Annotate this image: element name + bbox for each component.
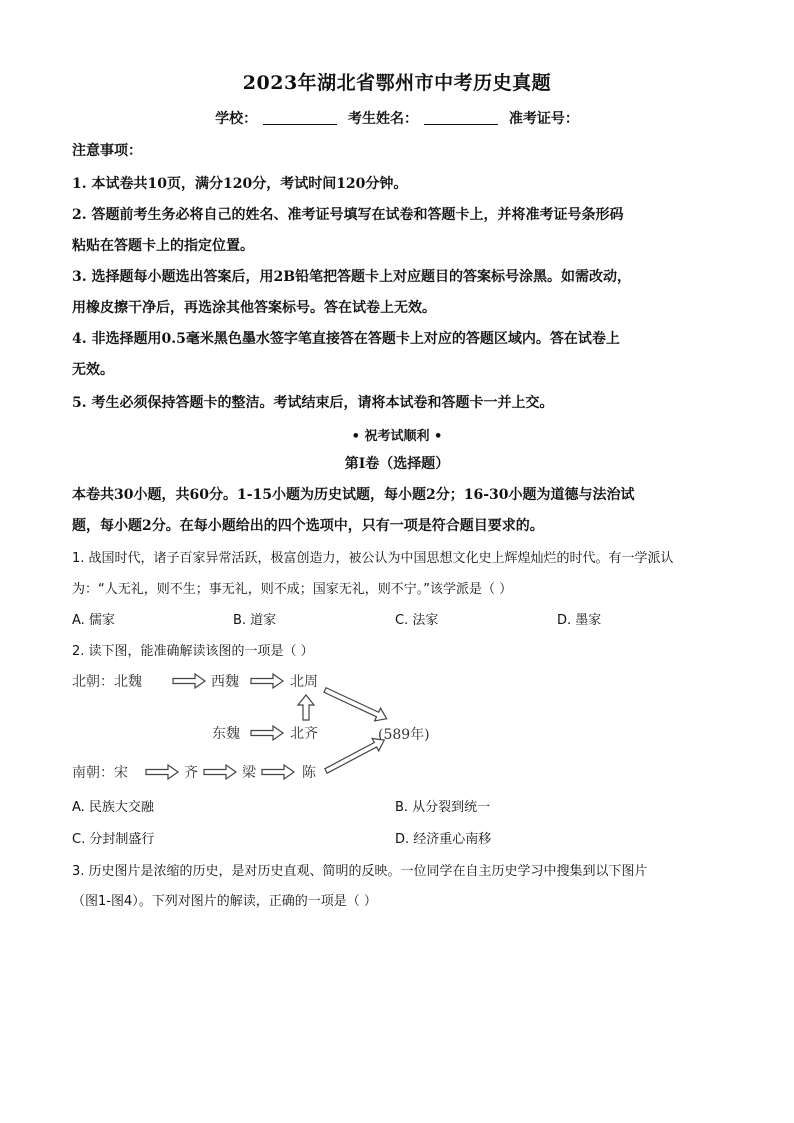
arrow-up-icon bbox=[298, 695, 314, 720]
xiwei-label: 西魏 bbox=[211, 674, 239, 690]
arrow-right-icon bbox=[173, 674, 205, 688]
q2-option-a: A. 民族大交融 bbox=[72, 800, 154, 815]
notice-item: 2. 答题前考生务必将自己的姓名、准考证号填写在试卷和答题卡上，并将准考证号条形码 bbox=[72, 207, 624, 223]
qi-label: 齐 bbox=[184, 765, 198, 781]
notice-item: 粘贴在答题卡上的指定位置。 bbox=[72, 238, 254, 254]
school-blank bbox=[263, 110, 337, 125]
dongwei-label: 东魏 bbox=[212, 726, 240, 742]
notice-heading: 注意事项： bbox=[72, 143, 142, 159]
q3-stem-line: 3. 历史图片是浓缩的历史，是对历史直观、简明的反映。一位同学在自主历史学习中搜集到以下图片 bbox=[72, 864, 648, 879]
q2-option-c: C. 分封制盛行 bbox=[72, 832, 155, 847]
arrow-diagonal-up-icon bbox=[323, 734, 388, 777]
notice-item: 1. 本试卷共10页，满分120分，考试时间120分钟。 bbox=[72, 176, 408, 192]
section-intro-line: 题，每小题2分。在每小题给出的四个选项中，只有一项是符合题目要求的。 bbox=[72, 518, 544, 534]
arrow-right-icon bbox=[204, 765, 236, 779]
notice-item: 5. 考生必须保持答题卡的整洁。考试结束后，请将本试卷和答题卡一并上交。 bbox=[72, 395, 554, 411]
page-title: 2023年湖北省鄂州市中考历史真题 bbox=[242, 72, 552, 94]
beiqi-label: 北齐 bbox=[290, 726, 318, 742]
arrow-right-icon bbox=[251, 726, 283, 740]
notice-item: 用橡皮擦干净后，再选涂其他答案标号。答在试卷上无效。 bbox=[72, 300, 436, 316]
notice-item: 3. 选择题每小题选出答案后，用2B铅笔把答题卡上对应题目的答案标号涂黑。如需改动， bbox=[72, 269, 632, 285]
chen-label: 陈 bbox=[302, 765, 316, 781]
good-luck-text: • 祝考试顺利 • bbox=[351, 429, 443, 444]
school-label: 学校： bbox=[215, 111, 258, 127]
section-heading: 第Ⅰ卷（选择题） bbox=[344, 456, 450, 472]
name-label: 考生姓名： bbox=[348, 111, 418, 127]
id-label: 准考证号： bbox=[508, 111, 579, 127]
q1-stem-line: 为：“人无礼，则不生；事无礼，则不成；国家无礼，则不宁。”该学派是（ ） bbox=[72, 582, 513, 597]
section-intro-line: 本卷共30小题，共60分。1-15小题为历史试题，每小题2分；16-30小题为道德与法治试 bbox=[72, 487, 635, 503]
dynasty-diagram bbox=[70, 668, 450, 786]
q1-option-b: B. 道家 bbox=[233, 613, 277, 628]
arrow-diagonal-down-icon bbox=[322, 684, 390, 725]
north-dynasty-label: 北朝：北魏 bbox=[72, 674, 142, 690]
arrow-right-icon bbox=[262, 765, 294, 779]
arrow-right-icon bbox=[251, 674, 283, 688]
beizhou-label: 北周 bbox=[290, 674, 318, 690]
q1-option-c: C. 法家 bbox=[395, 613, 439, 628]
liang-label: 梁 bbox=[242, 765, 256, 781]
name-blank bbox=[424, 110, 498, 125]
q1-option-d: D. 墨家 bbox=[557, 613, 602, 628]
q3-stem-line: （图1-图4）。下列对图片的解读，正确的一项是（ ） bbox=[72, 894, 377, 909]
candidate-info-line bbox=[0, 108, 794, 128]
unification-year-label: (589年) bbox=[378, 727, 430, 743]
q1-option-a: A. 儒家 bbox=[72, 613, 115, 628]
q1-stem-line: 1. 战国时代，诸子百家异常活跃，极富创造力，被公认为中国思想文化史上辉煌灿烂的时代。有一学派认 bbox=[72, 551, 674, 566]
q2-option-d: D. 经济重心南移 bbox=[395, 832, 492, 847]
notice-item: 无效。 bbox=[72, 362, 114, 378]
south-dynasty-label: 南朝：宋 bbox=[72, 765, 128, 781]
q2-stem-line: 2. 读下图，能准确解读该图的一项是（ ） bbox=[72, 644, 314, 659]
notice-item: 4. 非选择题用0.5毫米黑色墨水签字笔直接答在答题卡上对应的答题区域内。答在试卷上 bbox=[72, 331, 620, 347]
arrow-right-icon bbox=[146, 765, 178, 779]
q2-option-b: B. 从分裂到统一 bbox=[395, 800, 491, 815]
